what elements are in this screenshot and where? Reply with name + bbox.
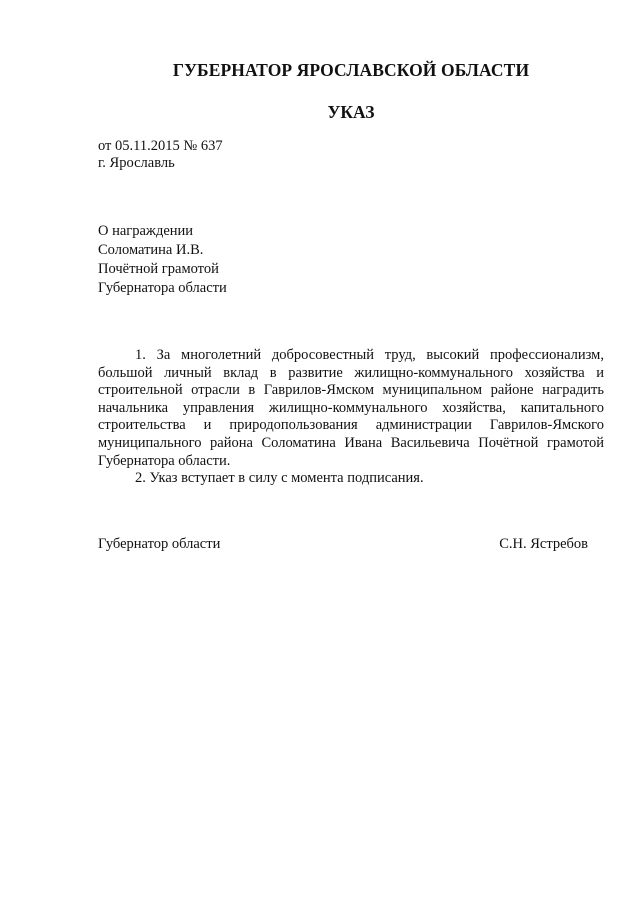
document-type-heading: УКАЗ <box>327 102 375 122</box>
signatory-name: С.Н. Ястребов <box>499 536 588 552</box>
decree-paragraph-1: 1. За многолетний добросовестный труд, высокий профессионализм, большой личный вклад в развитие жилищно-коммунального хозяйства и строительной отрасли в Гаврилов-Ямском муниципальном районе наградить начальника управления жилищно-коммунального хозяйства, капитального строительства и природопользования администрации Гаврилов-Ямского муниципального района Соломатина Ивана Васильевича Почётной грамотой Губернатора области. <box>98 347 604 469</box>
signatory-position: Губернатор области <box>98 536 221 552</box>
decree-body <box>98 347 604 488</box>
subject-line: Почётной грамотой <box>98 261 219 277</box>
subject-line: Губернатора области <box>98 280 227 296</box>
document-subject <box>98 222 227 298</box>
city: г. Ярославль <box>98 155 175 171</box>
subject-line: Соломатина И.В. <box>98 242 204 258</box>
signature-block <box>98 536 604 553</box>
subject-line: О награждении <box>98 223 194 239</box>
issuing-authority-title: ГУБЕРНАТОР ЯРОСЛАВСКОЙ ОБЛАСТИ <box>172 60 530 80</box>
date-and-number: от 05.11.2015 № 637 <box>98 138 223 154</box>
document-meta <box>98 138 223 172</box>
decree-paragraph-2: 2. Указ вступает в силу с момента подписания. <box>135 470 424 487</box>
